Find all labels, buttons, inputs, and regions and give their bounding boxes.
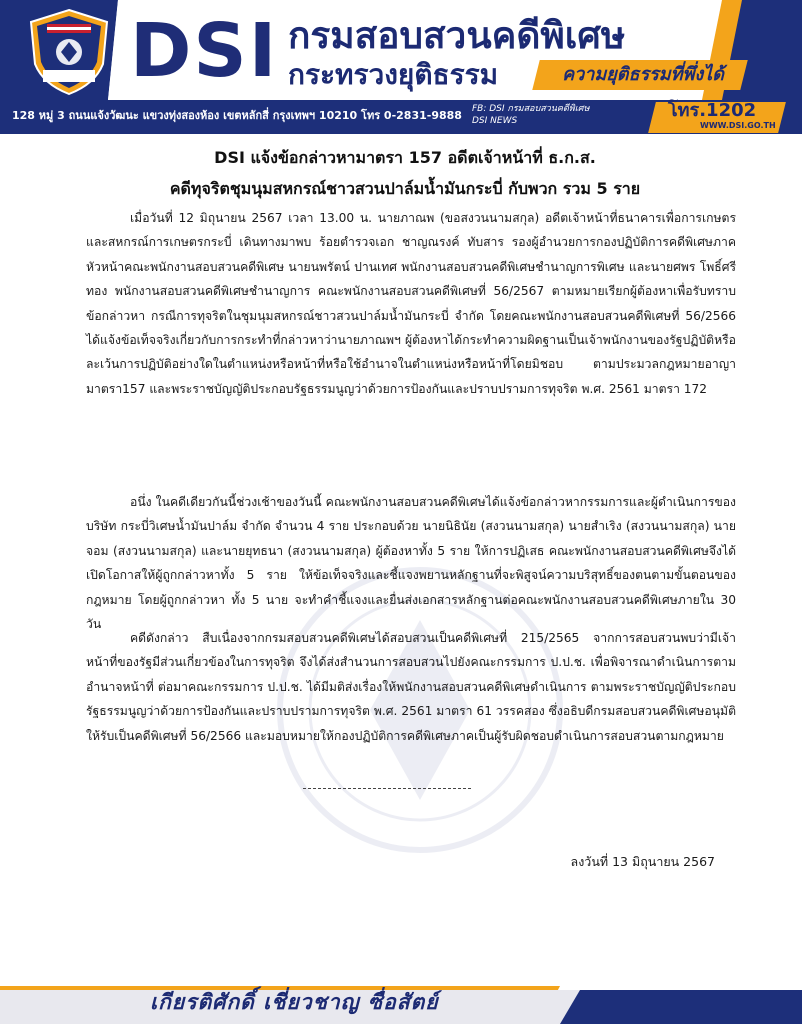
address-text: 128 หมู่ 3 ถนนแจ้งวัฒนะ แขวงทุ่งสองห้อง เขตหลักสี่ กรุงเทพฯ 10210 โทร 0-2831-9888 (12, 109, 462, 122)
news-headline (60, 142, 750, 204)
paragraph-1: เมื่อวันที่ 12 มิถุนายน 2567 เวลา 13.00 น. นายภาณพ (ขอสงวนนามสกุล) อดีตเจ้าหน้าที่ธนาคารเพื่อการเกษตรและสหกรณ์การเกษตรกระบี่ เดินทางมาพบ ร้อยตำรวจเอก ชาญณรงค์ ทับสาร รองผู้อำนวยการกองปฏิบัติการคดีพิเศษภาค หัวหน้าคณะพนักงานสอบสวนคดีพิเศษ นายนพรัตน์ ปานเทศ พนักงานสอบสวนคดีพิเศษชำนาญการพิเศษ และนายศพร โพธิ์ศรีทอง พนักงานสอบสวนคดีพิเศษชำนาญการ คณะพนักงานสอบสวนคดีพิเศษที่ 56/2567 ตามหมายเรียกผู้ต้องหาเพื่อรับทราบข้อกล่าวหา กรณีการทุจริตในชุมนุมสหกรณ์ชาวสวนปาล์มน้ำมันกระบี่ จำกัด โดยคณะพนักงานสอบสวนคดีพิเศษที่ 56/2566 ได้แจ้งข้อเท็จจริงเกี่ยวกับการกระทำที่กล่าวหาว่านายภาณพฯ ผู้ต้องหาได้กระทำความผิดฐานเป็นเจ้าพนักงานของรัฐปฏิบัติหรือละเว้นการปฏิบัติอย่างใดในตำแหน่งหรือหน้าที่หรือใช้อำนาจในตำแหน่งหรือหน้าที่โดยมิชอบ ตามประมวลกฎหมายอาญา มาตรา157 และพระราชบัญญัติประกอบรัฐธรรมนูญว่าด้วยการป้องกันและปราบปรามการทุจริต พ.ศ. 2561 มาตรา 172 (86, 211, 736, 396)
paragraph-2: อนึ่ง ในคดีเดียวกันนี้ช่วงเช้าของวันนี้ คณะพนักงานสอบสวนคดีพิเศษได้แจ้งข้อกล่าวหากรรมการและผู้ดำเนินการของบริษัท กระบี่วิเศษน้ำมันปาล์ม จำกัด จำนวน 4 ราย ประกอบด้วย นายนิธินัย (สงวนนามสกุล) นายสำเริง (สงวนนามสกุล) นายจอม (สงวนนามสกุล) และนายยุทธนา (สงวนนามสกุล) ผู้ต้องหาทั้ง 5 ราย ให้การปฏิเสธ คณะพนักงานสอบสวนคดีพิเศษจึงได้เปิดโอกาสให้ผู้ถูกกล่าวหาทั้ง 5 ราย ให้ข้อเท็จจริงและชี้แจงพยานหลักฐานที่จะพิสูจน์ความบริสุทธิ์ของตนตามขั้นตอนของกฎหมาย โดยผู้ถูกกล่าวหา ทั้ง 5 นาย จะทำคำชี้แจงและยื่นส่งเอกสารหลักฐานต่อคณะพนักงานสอบสวนคดีพิเศษภายใน 30 วัน (86, 495, 737, 632)
hotline-number: โทร.1202 (668, 100, 757, 121)
department-name: กรมสอบสวนคดีพิเศษ (288, 14, 626, 57)
facebook-news: DSI NEWS (472, 116, 518, 126)
website-url: WWW.DSI.GO.TH (700, 121, 776, 130)
facebook-page: FB: DSI กรมสอบสวนคดีพิเศษ (472, 104, 590, 114)
dsi-emblem-logo (25, 8, 113, 96)
ministry-name: กระทรวงยุติธรรม (288, 58, 499, 91)
document-date: ลงวันที่ 13 มิถุนายน 2567 (570, 854, 715, 869)
slogan-text: ความยุติธรรมที่พึ่งได้ (562, 64, 724, 85)
footer-motto: เกียรติศักดิ์ เชี่ยวชาญ ซื่อสัตย์ (150, 990, 439, 1014)
dsi-brand-title: DSI (130, 8, 279, 94)
dashed-divider (303, 788, 471, 789)
facebook-info (472, 103, 589, 127)
headline-line-1: DSI แจ้งข้อกล่าวหามาตรา 157 อดีตเจ้าหน้าที่ ธ.ก.ส. (214, 148, 596, 167)
headline-line-2: คดีทุจริตชุมนุมสหกรณ์ชาวสวนปาล์มน้ำมันกระบี่ กับพวก รวม 5 ราย (169, 179, 641, 198)
paragraph-3: คดีดังกล่าว สืบเนื่องจากกรมสอบสวนคดีพิเศษได้สอบสวนเป็นคดีพิเศษที่ 215/2565 จากการสอบสวนพบว่ามีเจ้าหน้าที่ของรัฐมีส่วนเกี่ยวข้องในการทุจริต จึงได้ส่งสำนวนการสอบสวนไปยังคณะกรรมการ ป.ป.ช. เพื่อพิจารณาดำเนินการตามอำนาจหน้าที่ ต่อมาคณะกรรมการ ป.ป.ช. ได้มีมติส่งเรื่องให้พนักงานสอบสวนคดีพิเศษดำเนินการ ตามพระราชบัญญัติประกอบรัฐธรรมนูญว่าด้วยการป้องกันและปราบปรามการทุจริต พ.ศ. 2561 มาตรา 61 วรรคสอง ซึ่งอธิบดีกรมสอบสวนคดีพิเศษอนุมัติให้รับเป็นคดีพิเศษที่ 56/2566 และมอบหมายให้กองปฏิบัติการคดีพิเศษภาคเป็นผู้รับผิดชอบดำเนินการสอบสวนตามกฎหมาย (86, 631, 736, 743)
letterhead (0, 0, 802, 100)
